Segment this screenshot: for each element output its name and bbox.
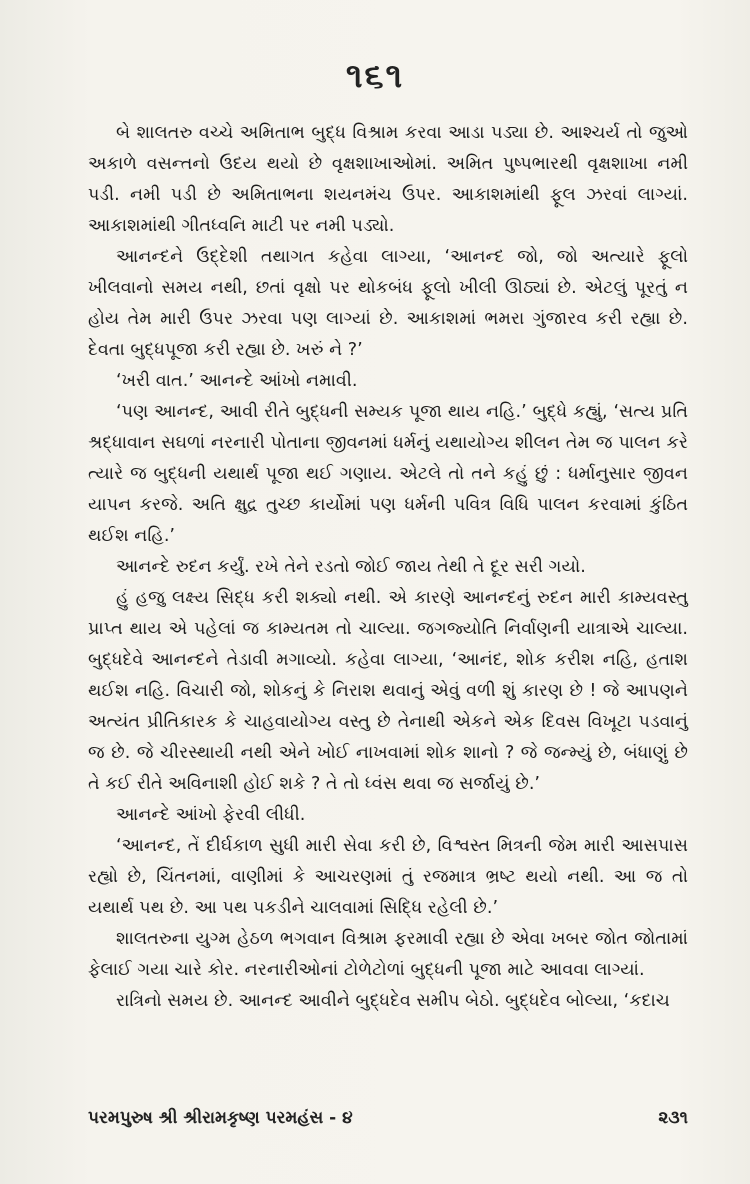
paragraph: બે શાલતરુ વચ્ચે અમિતાભ બુદ્ધ વિશ્રામ કરવા આડા પડ્યા છે. આશ્ચર્ય તો જુઓ અકાળે વસન્તનો ઉદય થયો છે વૃક્ષશાખાઓમાં. અમિત પુષ્પભારથી વૃક્ષશાખા નમી પડી. નમી પડી છે અમિતાભના શયનમંચ ઉપર. આકાશમાંથી ફૂલ ઝરવાં લાગ્યાં. આકાશમાંથી ગીતધ્વનિ માટી પર નમી પડ્યો. (88, 123, 688, 236)
page-footer (88, 1108, 688, 1128)
paragraph: રાત્રિનો સમય છે. આનન્દ આવીને બુદ્ધદેવ સમીપ બેઠો. બુદ્ધદેવ બોલ્યા, ‘કદાચ (116, 991, 670, 1011)
body-text (88, 118, 688, 1017)
paragraph: ‘ખરી વાત.’ આનન્દે આંખો નમાવી. (116, 371, 358, 391)
paragraph: ‘પણ આનન્દ, આવી રીતે બુદ્ધની સમ્યક પૂજા થાય નહિ.’ બુદ્ધે કહ્યું, ‘સત્ય પ્રતિ શ્રદ્ધાવાન સઘળાં નરનારી પોતાના જીવનમાં ધર્મનું યથાયોગ્ય શીલન તેમ જ પાલન કરે ત્યારે જ બુદ્ધની યથાર્થ પૂજા થઈ ગણાય. એટલે તો તને કહું છું : ધર્માનુસાર જીવન યાપન કરજે. અતિ ક્ષુદ્ર તુચ્છ કાર્યોમાં પણ ધર્મની પવિત્ર વિધિ પાલન કરવામાં કુંઠિત થઈશ નહિ.’ (88, 402, 688, 546)
chapter-number: ૧૬૧ (345, 56, 405, 96)
paragraph: આનન્દે રુદન કર્યું. રખે તેને રડતો જોઈ જાય તેથી તે દૂર સરી ગયો. (116, 557, 586, 577)
paragraph: હું હજુ લક્ષ્ય સિદ્ધ કરી શક્યો નથી. એ કારણે આનન્દનું રુદન મારી કામ્યવસ્તુ પ્રાપ્ત થાય એ પહેલાં જ કામ્યતમ તો ચાલ્યા. જગજ્યોતિ નિર્વાણની યાત્રાએ ચાલ્યા. બુદ્ધદેવે આનન્દને તેડાવી મગાવ્યો. કહેવા લાગ્યા, ‘આનંદ, શોક કરીશ નહિ, હતાશ થઈશ નહિ. વિચારી જો, શોકનું કે નિરાશ થવાનું એવું વળી શું કારણ છે ! જે આપણને અત્યંત પ્રીતિકારક કે ચાહવાયોગ્ય વસ્તુ છે તેનાથી એકને એક દિવસ વિખૂટા પડવાનું જ છે. જે ચીરસ્થાયી નથી એને ખોઈ નાખવામાં શોક શાનો ? જે જન્મ્યું છે, બંધાણું છે તે કઈ રીતે અવિનાશી હોઈ શકે ? તે તો ધ્વંસ થવા જ સર્જાયું છે.’ (88, 588, 688, 794)
paragraph: આનન્દે આંખો ફેરવી લીધી. (116, 805, 306, 825)
running-book-title: પરમપુરુષ શ્રી શ્રીરામકૃષ્ણ પરમહંસ - ૪ (88, 1108, 353, 1128)
paragraph: ‘આનન્દ, તેં દીર્ઘકાળ સુધી મારી સેવા કરી છે, વિશ્વસ્ત મિત્રની જેમ મારી આસપાસ રહ્યો છે, ચિંતનમાં, વાણીમાં કે આચરણમાં તું રજમાત્ર ભ્રષ્ટ થયો નથી. આ જ તો યથાર્થ પથ છે. આ પથ પકડીને ચાલવામાં સિદ્ધિ રહેલી છે.’ (88, 836, 688, 918)
paragraph: શાલતરુના યુગ્મ હેઠળ ભગવાન વિશ્રામ ફરમાવી રહ્યા છે એવા ખબર જોત જોતામાં ફેલાઈ ગયા ચારે કોર. નરનારીઓનાં ટોળેટોળાં બુદ્ધની પૂજા માટે આવવા લાગ્યાં. (88, 929, 688, 980)
paragraph: આનન્દને ઉદ્દેશી તથાગત કહેવા લાગ્યા, ‘આનન્દ જો, જો અત્યારે ફૂલો ખીલવાનો સમય નથી, છતાં વૃક્ષો પર થોકબંધ ફૂલો ખીલી ઊઠ્યાં છે. એટલું પૂરતું ન હોય તેમ મારી ઉપર ઝરવા પણ લાગ્યાં છે. આકાશમાં ભમરા ગુંજારવ કરી રહ્યા છે. દેવતા બુદ્ધપૂજા કરી રહ્યા છે. ખરું ને ?’ (88, 247, 688, 360)
page-number: ૨૩૧ (658, 1108, 688, 1128)
